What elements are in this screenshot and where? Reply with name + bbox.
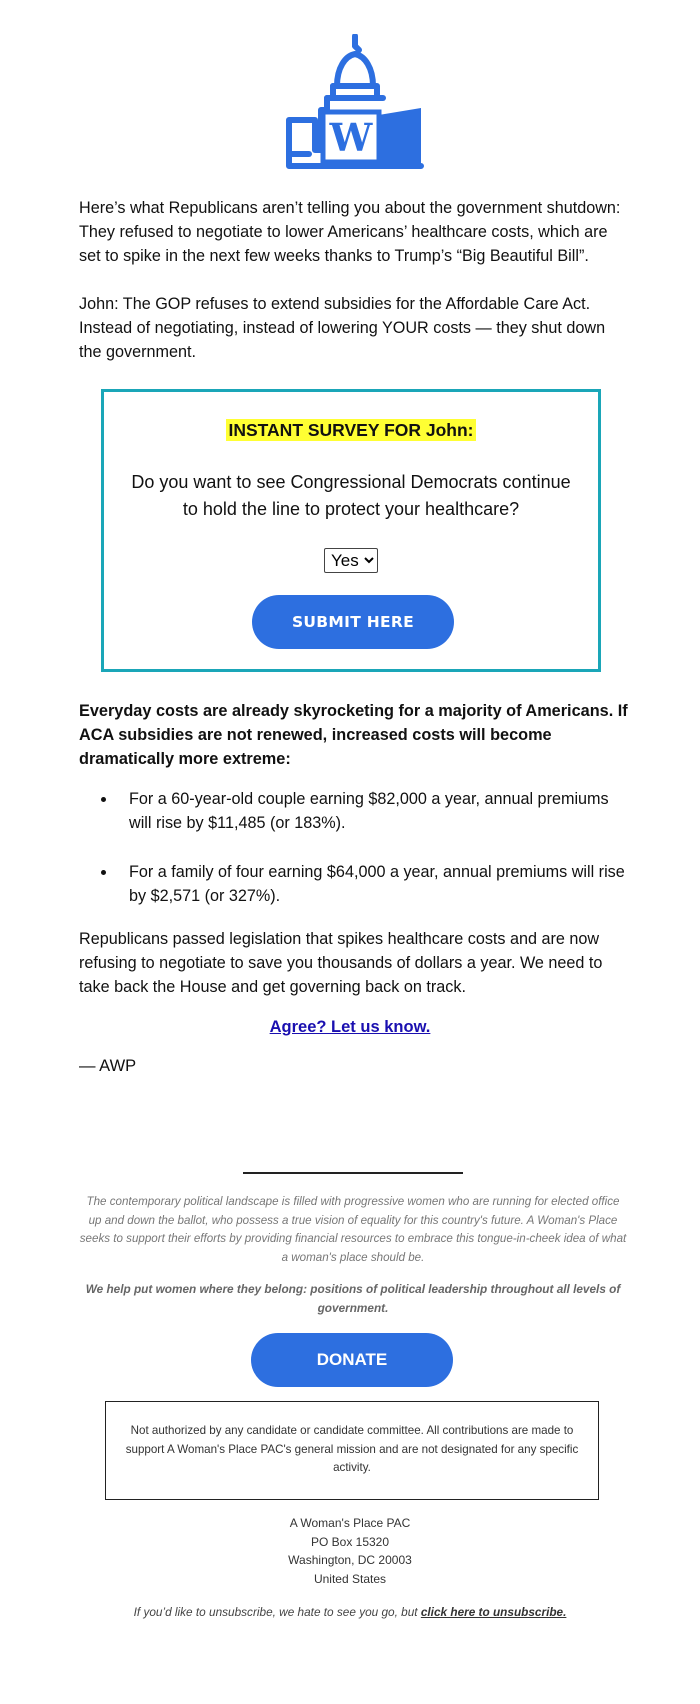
capitol-logo-icon xyxy=(285,34,425,174)
list-item: For a 60-year-old couple earning $82,000 a year, annual premiums will rise by $11,485 (or 183%). xyxy=(79,787,627,835)
agree-link-wrap xyxy=(0,1018,700,1037)
submit-button[interactable]: SUBMIT HERE xyxy=(252,595,454,649)
logo-letter: W xyxy=(329,115,373,160)
list-item: For a family of four earning $64,000 a year, annual premiums will rise by $2,571 (or 327%). xyxy=(79,860,627,908)
intro-paragraph-2: John: The GOP refuses to extend subsidies for the Affordable Care Act. Instead of negotiating, instead of lowering YOUR costs — they shut down the government. xyxy=(79,295,606,361)
agree-link[interactable]: Agree? Let us know. xyxy=(269,1018,431,1036)
survey-select-wrap xyxy=(104,548,598,573)
signoff: — AWP xyxy=(79,1057,137,1075)
intro-paragraph-1: Here’s what Republicans aren’t telling you about the government shutdown: They refused to negotiate to lower Americans’ healthcare costs, which are set to spike in the next few weeks thanks to Trump’s “Big Beautiful Bill”. xyxy=(79,199,621,265)
address-country: United States xyxy=(313,1571,387,1586)
survey-answer-select[interactable] xyxy=(324,548,378,573)
survey-label: INSTANT SURVEY FOR John: xyxy=(228,420,474,440)
donate-button[interactable]: DONATE xyxy=(251,1333,453,1387)
unsubscribe-link[interactable]: click here to unsubscribe. xyxy=(420,1605,567,1619)
survey-label-wrap xyxy=(104,419,598,441)
footer-divider xyxy=(243,1172,463,1174)
disclaimer-text: Not authorized by any candidate or candidate committee. All contributions are made to support A Woman's Place PAC's general mission and are not designated for any specific activity. xyxy=(125,1424,579,1474)
address-city: Washington, DC 20003 xyxy=(288,1553,412,1567)
survey-box xyxy=(101,389,601,672)
survey-question: Do you want to see Congressional Democrats continue to hold the line to protect your healthcare? xyxy=(131,472,571,519)
address-org: A Woman's Place PAC xyxy=(289,1516,411,1530)
footer-mission-text: We help put women where they belong: positions of political leadership throughout all levels of government. xyxy=(85,1282,621,1315)
footer-about-text: The contemporary political landscape is filled with progressive women who are running for elected office up and down the ballot, who possess a true vision of equality for this country's future. A Woman's Place seeks to support their efforts by providing financial resources to embrace this tongue-in-cheek idea of what a woman's place should be. xyxy=(79,1195,627,1264)
costs-lead: Everyday costs are already skyrocketing for a majority of Americans. If ACA subsidies are not renewed, increased costs will become dramatically more extreme: xyxy=(79,702,628,768)
unsubscribe-text: If you’d like to unsubscribe, we hate to see you go, but xyxy=(133,1605,421,1619)
closing-paragraph: Republicans passed legislation that spikes healthcare costs and are now refusing to negotiate to save you thousands of dollars a year. We need to take back the House and get governing back on track. xyxy=(79,930,603,996)
disclaimer-box xyxy=(105,1401,599,1500)
address-po-box: PO Box 15320 xyxy=(310,1534,390,1549)
unsubscribe-line xyxy=(0,1605,700,1619)
costs-list xyxy=(79,787,627,933)
mailing-address xyxy=(0,1514,700,1588)
